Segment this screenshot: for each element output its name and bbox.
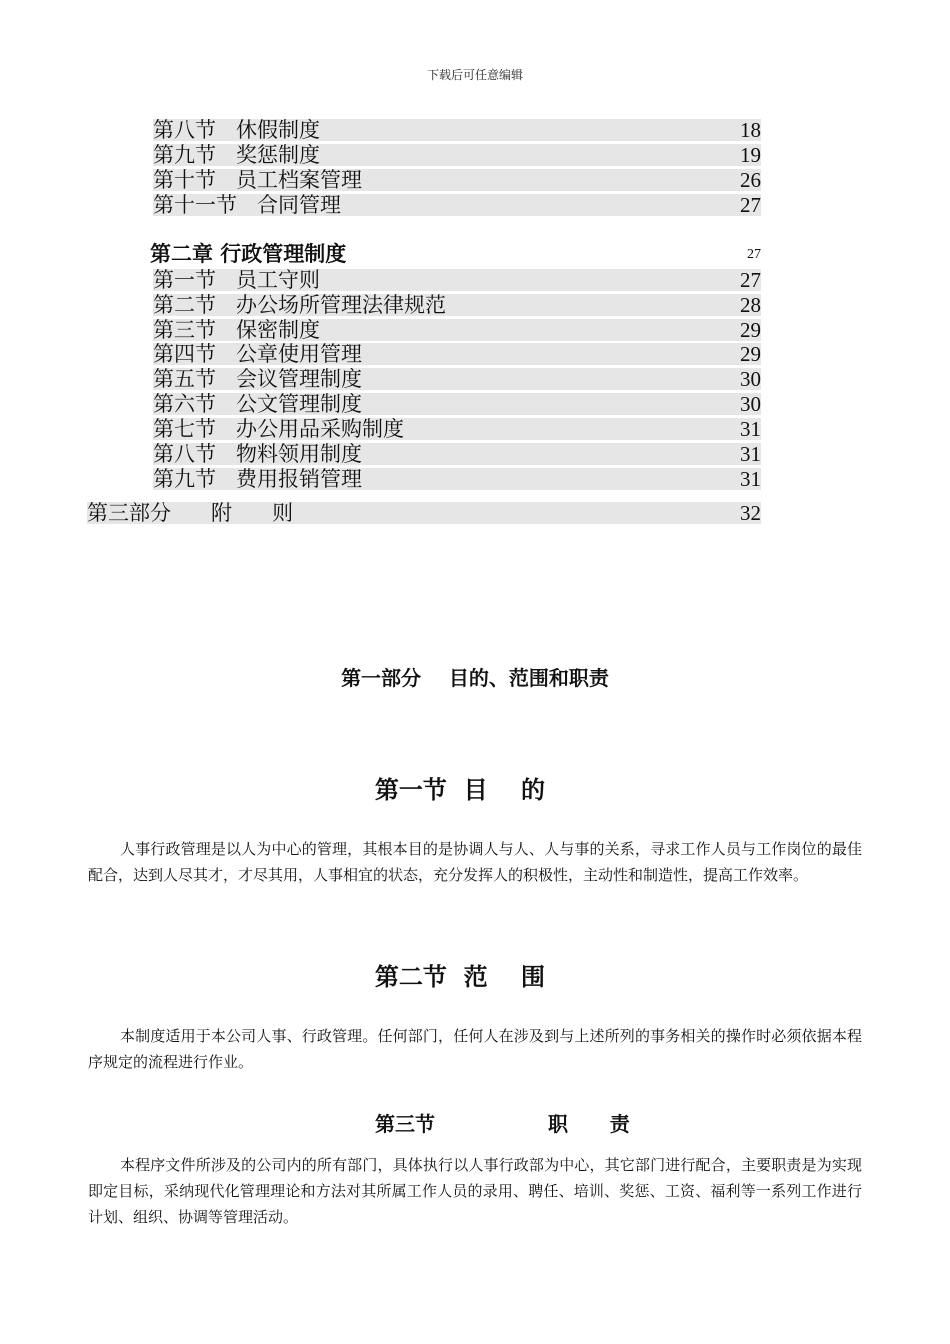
toc-row-title: 第一节 员工守则	[153, 268, 321, 292]
toc-row[interactable]	[153, 467, 761, 491]
toc-row-page: 26	[740, 168, 761, 192]
toc-row-page: 27	[740, 193, 761, 217]
toc-row-page: 30	[740, 392, 761, 416]
toc-row-title: 第九节 费用报销管理	[153, 467, 363, 491]
part1-heading: 第一部分 目的、范围和职责	[341, 666, 609, 690]
toc-chapter2-heading[interactable]	[150, 241, 761, 267]
toc-row-title: 第二节 办公场所管理法律规范	[153, 293, 447, 317]
toc-row[interactable]	[153, 168, 761, 192]
toc-row-page: 29	[740, 342, 761, 366]
toc-row-page: 29	[740, 318, 761, 342]
toc-row-title: 第三部分 附 则	[87, 501, 294, 525]
toc-row[interactable]	[153, 193, 761, 217]
toc-row-page: 31	[740, 442, 761, 466]
chapter-title: 第二章 行政管理制度	[150, 242, 347, 266]
toc-row-page: 30	[740, 367, 761, 391]
toc-row-title: 第十一节 合同管理	[153, 193, 342, 217]
toc-row[interactable]	[153, 392, 761, 416]
toc-row[interactable]	[153, 293, 761, 317]
section3-heading-label: 第三节	[375, 1112, 435, 1136]
toc-row-page: 28	[740, 293, 761, 317]
toc-part3-row[interactable]	[87, 501, 761, 525]
toc-row-title: 第八节 物料领用制度	[153, 442, 363, 466]
section1-paragraph: 人事行政管理是以人为中心的管理，其根本目的是协调人与人、人与事的关系，寻求工作人员与工作岗位的最佳配合，达到人尽其才，才尽其用，人事相宜的状态，充分发挥人的积极性，主动性和制造性，提高工作效率。	[88, 840, 862, 884]
toc-row-title: 第四节 公章使用管理	[153, 342, 363, 366]
toc-row-title: 第十节 员工档案管理	[153, 168, 363, 192]
toc-row-page: 18	[740, 118, 761, 142]
toc-row-page: 32	[740, 501, 761, 525]
toc-row[interactable]	[153, 417, 761, 441]
toc-row[interactable]	[153, 118, 761, 142]
toc-row-title: 第五节 会议管理制度	[153, 367, 363, 391]
section3-paragraph: 本程序文件所涉及的公司内的所有部门，具体执行以人事行政部为中心，其它部门进行配合，主要职责是为实现即定目标，采纳现代化管理理论和方法对其所属工作人员的录用、聘任、培训、奖惩、工资、福利等一系列工作进行计划、组织、协调等管理活动。	[88, 1156, 862, 1226]
toc-row-title: 第七节 办公用品采购制度	[153, 417, 405, 441]
section2-heading: 第二节 范 围	[374, 963, 546, 991]
toc-row[interactable]	[153, 318, 761, 342]
page-header: 下载后可任意编辑	[426, 68, 523, 82]
toc-row[interactable]	[153, 342, 761, 366]
toc-row[interactable]	[153, 143, 761, 167]
toc-row-page: 19	[740, 143, 761, 167]
toc-row[interactable]	[153, 442, 761, 466]
toc-row-title: 第八节 休假制度	[153, 118, 321, 142]
toc-row-title: 第九节 奖惩制度	[153, 143, 321, 167]
section2-paragraph: 本制度适用于本公司人事、行政管理。任何部门，任何人在涉及到与上述所列的事务相关的操作时必须依据本程序规定的流程进行作业。	[88, 1027, 862, 1071]
toc-row-page: 31	[740, 417, 761, 441]
chapter-page: 27	[747, 247, 761, 262]
toc-row[interactable]	[153, 367, 761, 391]
toc-row-title: 第六节 公文管理制度	[153, 392, 363, 416]
section3-heading-title: 职 责	[548, 1112, 630, 1136]
toc-row-page: 27	[740, 268, 761, 292]
section1-heading: 第一节 目 的	[374, 776, 546, 804]
toc-row[interactable]	[153, 268, 761, 292]
toc-row-page: 31	[740, 467, 761, 491]
toc-row-title: 第三节 保密制度	[153, 318, 321, 342]
